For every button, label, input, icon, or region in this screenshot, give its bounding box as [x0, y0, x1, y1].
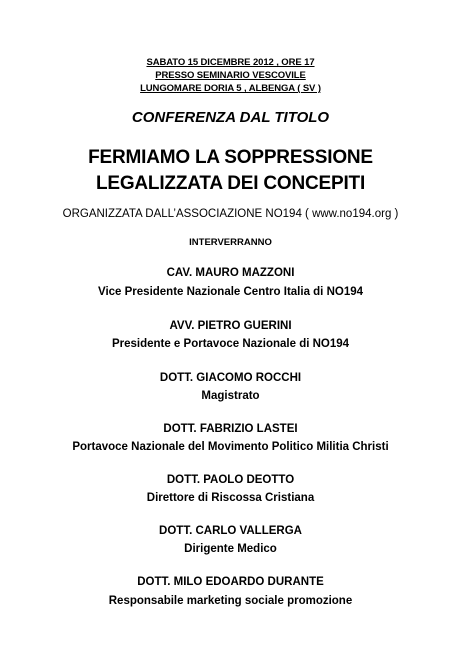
- speaker-role: Direttore di Riscossa Cristiana: [146, 492, 315, 504]
- speaker-name: DOTT. PAOLO DEOTTO: [166, 474, 295, 486]
- speaker-name: CAV. MAURO MAZZONI: [166, 267, 295, 279]
- organizer-line: ORGANIZZATA DALL’ASSOCIAZIONE NO194 ( www.no194.org ): [62, 208, 399, 220]
- event-address: LUNGOMARE DORIA 5 , ALBENGA ( SV ): [140, 83, 321, 94]
- conference-label: CONFERENZA DAL TITOLO: [131, 109, 330, 126]
- speaker-role: Magistrato: [201, 390, 260, 402]
- speaker-name: DOTT. MILO EDOARDO DURANTE: [137, 576, 324, 588]
- speaker-name: DOTT. CARLO VALLERGA: [159, 525, 302, 537]
- speaker-name: DOTT. FABRIZIO LASTEI: [163, 423, 298, 435]
- speaker-role: Portavoce Nazionale del Movimento Politico Militia Christi: [72, 441, 389, 453]
- speaker-role: Responsabile marketing sociale promozione: [108, 595, 353, 607]
- speaker-role: Vice Presidente Nazionale Centro Italia di NO194: [97, 286, 364, 298]
- conference-title-line-2: LEGALIZZATA DEI CONCEPITI: [95, 173, 366, 194]
- speaker-role: Dirigente Medico: [184, 543, 277, 555]
- speaker-name: DOTT. GIACOMO ROCCHI: [159, 372, 302, 384]
- event-venue: PRESSO SEMINARIO VESCOVILE: [155, 70, 306, 81]
- event-date-time: SABATO 15 DICEMBRE 2012 , ORE 17: [146, 57, 315, 68]
- speaker-name: AVV. PIETRO GUERINI: [169, 320, 292, 332]
- speaker-role: Presidente e Portavoce Nazionale di NO194: [111, 338, 350, 350]
- speakers-heading: INTERVERRANNO: [189, 237, 272, 248]
- conference-title-line-1: FERMIAMO LA SOPPRESSIONE: [88, 147, 373, 168]
